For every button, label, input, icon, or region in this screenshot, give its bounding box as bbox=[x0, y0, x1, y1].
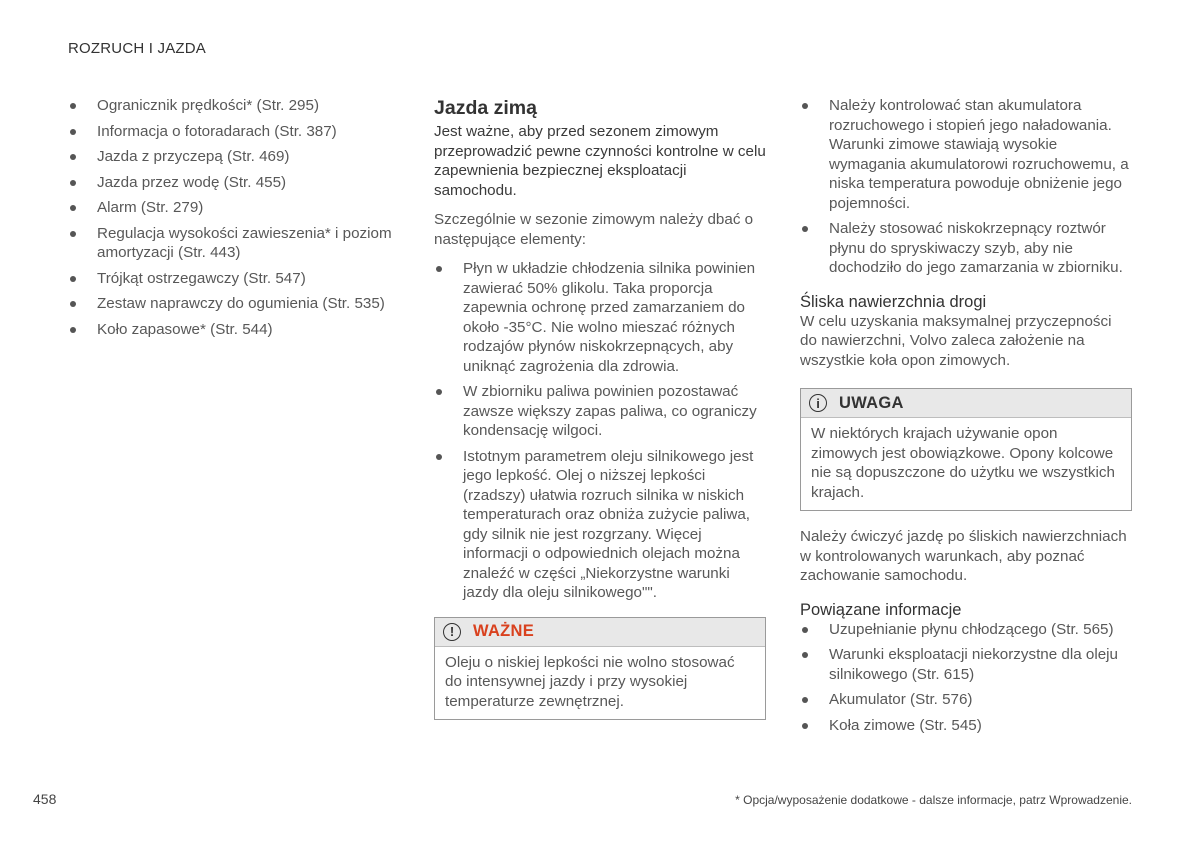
winter-checklist bbox=[434, 259, 766, 603]
warning-text: Oleju o niskiej lepkości nie wolno stosować do intensywnej jazdy i przy wysokiej temperaturze zewnętrznej. bbox=[445, 653, 735, 710]
list-item[interactable]: Trójkąt ostrzegawczy (Str. 547) bbox=[68, 269, 398, 289]
list-item[interactable]: Ogranicznik prędkości* (Str. 295) bbox=[68, 96, 398, 116]
list-item[interactable]: Koła zimowe (Str. 545) bbox=[800, 716, 1132, 736]
list-item[interactable]: Koło zapasowe* (Str. 544) bbox=[68, 320, 398, 340]
section-header: ROZRUCH I JAZDA bbox=[68, 40, 206, 57]
related-info-list bbox=[800, 620, 1132, 736]
page-title: Jazda zimą bbox=[434, 97, 537, 119]
warning-title: WAŻNE bbox=[473, 622, 535, 640]
list-item[interactable]: Zestaw naprawczy do ogumienia (Str. 535) bbox=[68, 294, 398, 314]
list-item[interactable]: Warunki eksploatacji niekorzystne dla oleju silnikowego (Str. 615) bbox=[800, 645, 1132, 684]
exclamation-icon: ! bbox=[443, 623, 461, 641]
list-item[interactable]: Alarm (Str. 279) bbox=[68, 198, 398, 218]
list-item: Płyn w układzie chłodzenia silnika powinien zawierać 50% glikolu. Taka proporcja zapewnia ochronę przed zamarzaniem do około -35°C. Nie wolno mieszać różnych rodzajów płynów niskokrzepnących, aby uniknąć zagrożenia dla zdrowia. bbox=[434, 259, 766, 376]
list-item: Należy kontrolować stan akumulatora rozruchowego i stopień jego naładowania. Warunki zimowe stawiają wysokie wymagania akumulatorowi rozruchowemu, a niska temperatura powoduje obniżenie jego pojemności. bbox=[800, 96, 1132, 213]
practice-paragraph: Należy ćwiczyć jazdę po śliskich nawierzchniach w kontrolowanych warunkach, aby poznać zachowanie samochodu. bbox=[800, 528, 1127, 584]
list-item: Należy stosować niskokrzepnący roztwór płynu do spryskiwaczy szyb, aby nie dochodziło do jego zamarzania w zbiorniku. bbox=[800, 219, 1132, 278]
list-item[interactable]: Uzupełnianie płynu chłodzącego (Str. 565) bbox=[800, 620, 1132, 640]
list-item[interactable]: Informacja o fotoradarach (Str. 387) bbox=[68, 122, 398, 142]
note-box bbox=[800, 388, 1132, 511]
winter-driving-column bbox=[434, 96, 766, 720]
slippery-road-heading: Śliska nawierzchnia drogi bbox=[800, 292, 987, 311]
footnote: * Opcja/wyposażenie dodatkowe - dalsze informacje, patrz Wprowadzenie. bbox=[735, 793, 1132, 807]
note-title: UWAGA bbox=[839, 393, 904, 412]
related-links-column bbox=[68, 96, 398, 345]
list-item[interactable]: Akumulator (Str. 576) bbox=[800, 690, 1132, 710]
warning-box bbox=[434, 617, 766, 721]
related-info-heading: Powiązane informacje bbox=[800, 600, 962, 619]
warning-box-header bbox=[435, 618, 765, 647]
page-number: 458 bbox=[33, 791, 57, 807]
list-item[interactable]: Jazda przez wodę (Str. 455) bbox=[68, 173, 398, 193]
winter-driving-column-cont bbox=[800, 96, 1132, 741]
info-icon: i bbox=[809, 394, 827, 412]
intro-paragraph: Jest ważne, aby przed sezonem zimowym przeprowadzić pewne czynności kontrolne w celu zapewnienia bezpiecznej eksploatacji samochodu. bbox=[434, 123, 766, 199]
body-paragraph: Szczególnie w sezonie zimowym należy dbać o następujące elementy: bbox=[434, 211, 754, 248]
list-item[interactable]: Regulacja wysokości zawieszenia* i poziom amortyzacji (Str. 443) bbox=[68, 224, 398, 263]
winter-checklist-cont bbox=[800, 96, 1132, 278]
note-box-header bbox=[801, 389, 1131, 418]
related-links-list bbox=[68, 96, 398, 339]
list-item: W zbiorniku paliwa powinien pozostawać zawsze większy zapas paliwa, co ograniczy kondensację wilgoci. bbox=[434, 382, 766, 441]
slippery-road-text: W celu uzyskania maksymalnej przyczepności do nawierzchni, Volvo zaleca założenie na wszystkie koła opon zimowych. bbox=[800, 312, 1112, 369]
list-item: Istotnym parametrem oleju silnikowego jest jego lepkość. Olej o niższej lepkości (rzadszy) ułatwia rozruch silnika w niskich temperaturach oraz obniża zużycie paliwa, gdy silnik nie jest rozgrzany. Więcej informacji o odpowiednich olejach można znaleźć w części „Niekorzystne warunki jazdy dla oleju silnikowego"". bbox=[434, 447, 766, 603]
list-item[interactable]: Jazda z przyczepą (Str. 469) bbox=[68, 147, 398, 167]
note-text: W niektórych krajach używanie opon zimowych jest obowiązkowe. Opony kolcowe nie są dopuszczone do użytku we wszystkich krajach. bbox=[811, 425, 1115, 501]
